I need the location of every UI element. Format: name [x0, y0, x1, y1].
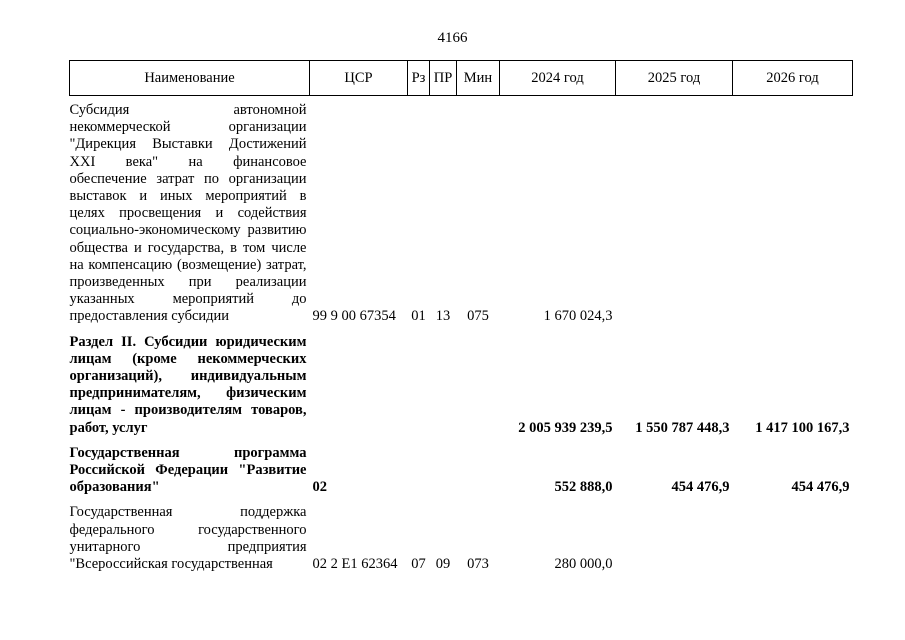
row-2026: 1 417 100 167,3	[755, 419, 850, 436]
row-pr: 13	[435, 308, 451, 325]
row-name: Государственная программа Российской Федерации "Развитие образования"	[69, 444, 307, 496]
header-name: Наименование	[70, 61, 310, 96]
row-rz: 01	[411, 308, 426, 325]
row-pr	[430, 326, 457, 437]
row-pr: 09	[435, 556, 451, 573]
row-rz	[408, 437, 430, 497]
row-2026	[733, 496, 853, 573]
row-name: Раздел II. Субсидии юридическим лицам (кроме некоммерческих организаций), индивидуальным предпринимателям, физическим лицам - производителям товаров, работ, услуг	[69, 333, 307, 436]
row-name: Государственная поддержка федерального государственного унитарного предприятия "Всероссийская государственная	[69, 504, 307, 573]
row-csr: 02	[312, 479, 327, 496]
row-pr	[430, 437, 457, 497]
row-min	[457, 437, 500, 497]
table-header-row	[70, 61, 853, 96]
row-2025: 1 550 787 448,3	[635, 419, 730, 436]
budget-table	[69, 60, 853, 573]
row-min: 073	[467, 556, 489, 573]
row-2025	[616, 96, 733, 326]
row-2024: 1 670 024,3	[543, 308, 613, 325]
row-name: Субсидия автономной некоммерческой организации "Дирекция Выставки Достижений XXI века" на финансовое обеспечение затрат по организации выставок и иных мероприятий в целях просвещения и содействия социально-экономическому развитию общества и государства, в том числе на компенсацию (возмещение) затрат, произведенных при реализации указанных мероприятий до предоставления субсидии	[69, 102, 307, 325]
row-csr: 99 9 00 67354	[312, 308, 396, 325]
header-csr: ЦСР	[310, 61, 408, 96]
row-2024: 2 005 939 239,5	[518, 419, 613, 436]
table-row	[70, 96, 853, 326]
table-row	[70, 326, 853, 437]
row-rz	[408, 326, 430, 437]
header-min: Мин	[457, 61, 500, 96]
header-2026: 2026 год	[733, 61, 853, 96]
row-min: 075	[467, 308, 489, 325]
row-2025: 454 476,9	[671, 479, 730, 496]
row-min	[457, 326, 500, 437]
header-2024: 2024 год	[500, 61, 616, 96]
header-2025: 2025 год	[616, 61, 733, 96]
row-2026	[733, 96, 853, 326]
header-rz: Рз	[408, 61, 430, 96]
header-pr: ПР	[430, 61, 457, 96]
row-2025	[616, 496, 733, 573]
row-rz: 07	[411, 556, 426, 573]
table-row	[70, 437, 853, 497]
row-csr: 02 2 E1 62364	[312, 556, 398, 573]
table-row	[70, 496, 853, 573]
row-csr	[310, 326, 408, 437]
row-2024: 280 000,0	[554, 556, 613, 573]
page-number: 4166	[437, 30, 468, 46]
row-2024: 552 888,0	[554, 479, 613, 496]
row-2026: 454 476,9	[791, 479, 850, 496]
